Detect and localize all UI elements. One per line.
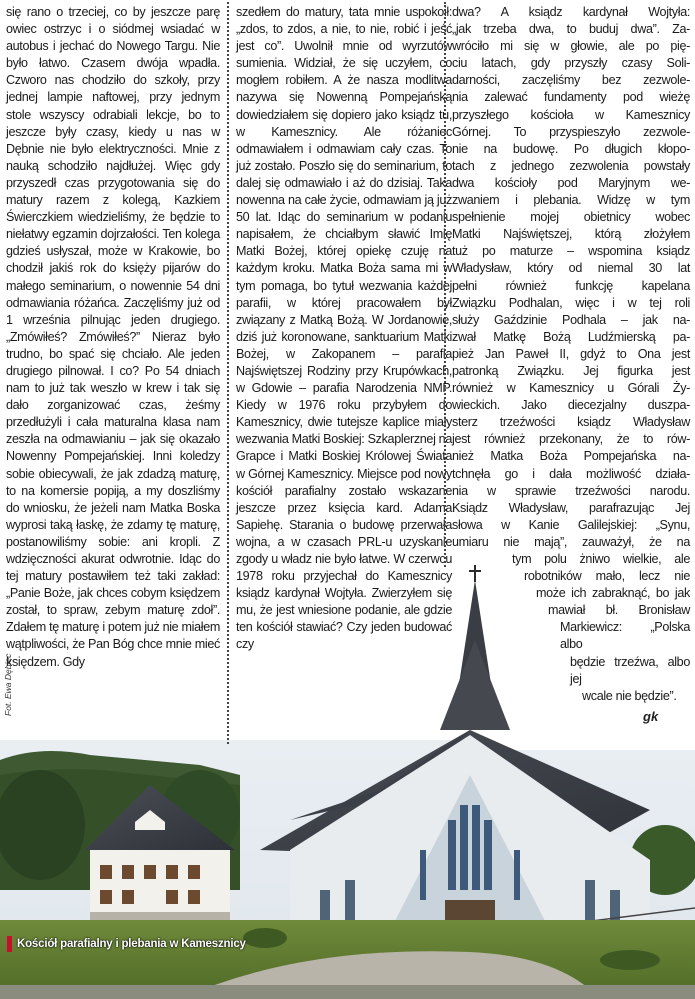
column-3-line: będzie trzeźwa, albo jej	[570, 654, 690, 686]
column-3-line: ciu latach, gdy przyszły czasy Soli-	[452, 56, 690, 71]
photo-caption	[7, 935, 246, 953]
column-3-line: dwa? A ksiądz kardynał Wojtyła:	[452, 5, 690, 19]
column-3-line: nia w sprawie trzeźwości narodu.	[452, 483, 690, 498]
article-column-2	[236, 4, 452, 654]
column-3-line: tchnęła go i dała możliwość działa-	[452, 466, 690, 481]
author-signature: gk	[643, 709, 659, 724]
column-3-line: Ksiądz Władysław, parafrazując Jej	[452, 500, 690, 515]
column-3-line: jest również przekonany, że to rów-	[452, 432, 690, 447]
column-3-line: sterz trzeźwości ksiądz Władysław	[452, 415, 690, 430]
column-3-line: „jak trzeba dwa, to buduj dwa”. Za-	[452, 22, 690, 37]
column-3-line: tach z jednego zezwolenia powstały	[452, 158, 690, 173]
column-3-line: również w Kamesznicy u Górali Ży-	[452, 381, 690, 396]
article-column-1	[6, 4, 220, 671]
column-3-line: przyszłego kościoła w Kamesznicy	[452, 107, 690, 122]
column-3-line: tuż po maturze – wspomina ksiądz	[452, 244, 690, 259]
column-3-line: Matki Najświętszej, którą złożyłem	[452, 227, 690, 242]
column-3-line: Związku Podhalan, więc i w tej roli	[452, 295, 690, 310]
column-3-line: wcale nie będzie”.	[582, 688, 677, 703]
column-3-line: wróciło mi się w głowie, ale po pię-	[452, 39, 690, 54]
column-2-text: szedłem do matury, tata mnie uspokoił: „zdos, to zdos, a nie, to nie, robić i jeść jest co”. Uwolnił mnie od wyrzutów sumienia. Widział, że się uczyłem, co mogłem robiłem. A że nasza modlitwa nazywa się Nowenną Pompejańską dowiedziałem się dopiero jako ksiądz tu, w Kamesznicy. Ale różaniec odmawiałem i odmawiam cały czas. To już zostało. Poszło się do seminarium, to dalej się odmawiało i aż do dzisiaj. Taka nowenna na całe życie, odmawiam ją już 50 lat. Idąc do seminarium w podaniu napisałem, że chciałbym sławić Imię Matki Bożej, której opiekę czuję na każdym kroku. Matka Boża sama mi w tym pomaga, bo tytuł wezwania każdej parafii, w której pracowałem był związany z Matką Bożą. W Jordanowie, dziś już koronowane, sanktuarium Matki Bożej, w Zakopanem – parafia Najświętszej Rodziny przy Krupówkach, w Gdowie – parafia Narodzenia NMP. Kiedy w 1976 roku przybyłem do Kamesznicy, dwie tutejsze kaplice miały wezwania Matki Boskiej: Szkaplerznej na Grapce i Matki Boskiej Królowej Świata w Górnej Kamesznicy. Miejsce pod nowy kościół parafialny zostało wskazane jeszcze przez księcia kard. Adama Sapiehę. Starania o budowę przerwała wojna, a w czasach PRL-u uzyskanie zgody u władz nie było łatwe. W czerwcu 1978 roku przyjechał do Kamesznicy ksiądz kardynał Wojtyła. Zwierzyłem się mu, że jest wniesione podanie, ale gdzie ten kościół stawiać? Czy jeden budować czy	[236, 5, 452, 652]
column-3-line: pełni również funkcję kapelana	[452, 278, 690, 293]
column-divider	[444, 2, 446, 567]
column-3-line: nia zalewać fundamenty pod wieżę	[452, 90, 690, 105]
column-1-text: się rano o trzeciej, co by jeszcze parę owiec ostrzyc i o siódmej wsiadać w autobus i jechać do Nowego Targu. Nie było łatwo. Czasem dwója wpadła. Czworo nas chodziło do szkoły, przy jednej lampie naftowej, przy jednym stole wszyscy odrabiali lekcje, bo to jeszcze były czasy, kiedy u nas w Dębnie nie było elektryczności. Mnie z nauką schodziło najdłużej. Więc gdy przyszedł czas przygotowania się do matury razem z kolegą, Kazkiem Świerczkiem wiedzieliśmy, że będzie to niełatwy egzamin dojrzałości. Ten kolega gdzieś usłyszał, może w Krakowie, bo chodził jakiś rok do księży pijarów do małego seminarium, o nowennie 54 dni odmawiania różańca. Zaczęliśmy już od 1 września pilnując jeden drugiego. „Zmówiłeś? Zmówiłeś?” Nieraz było trudno, bo spać się chciało. Ale jeden drugiego pilnował. I co? Po 54 dniach nam to już tak weszło w krew i tak się dało zorganizować czas, żeśmy przedłużyli i cała maturalna klasa nam zeszła na odmawianiu – jak się okazało Nowenny Pompejańskiej. Inni koledzy sobie obiecywali, że jak zdadzą maturę, to na komersie popiją, a my doszliśmy do wniosku, że jeżeli nam Matka Boska wyprosi taką łaskę, że zdamy tę maturę, postanowiliśmy sobie: ani kropli. Z wdzięczności akurat odwrotnie. Idąc do tej matury postawiłem też taki zakład: „Panie Boże, jak chces cobym księdzem został, to spraw, zebym maturę zdoł”. Zdałem tę maturę i potem już nie miałem wątpliwości, że Pan Bóg chce mnie mieć księdzem. Gdy	[6, 5, 220, 669]
column-3-line: mawiał bł. Bronisław	[548, 603, 690, 618]
column-3-line: służy Gaździnie Podhala – jak na-	[452, 312, 690, 327]
column-3-line: pież Jan Paweł II, gdyż to Ona jest	[452, 346, 690, 361]
caption-text: Kościół parafialny i plebania w Kamesznicy	[17, 938, 246, 950]
column-3-line: nież Matka Boża Pompejańska na-	[452, 449, 690, 464]
column-3-line: zwaniem i plebania. Widzę w tym	[452, 193, 690, 208]
photo-credit: Fot. Ewa Dębiec	[3, 653, 13, 716]
column-3-line: Władysław, który od niemal 30 lat	[452, 261, 690, 276]
column-divider	[227, 2, 229, 744]
article-column-3	[452, 4, 690, 705]
column-3-line: tym polu żniwo wielkie, ale	[512, 552, 690, 566]
column-3-line: może ich zabraknąć, bo jak	[536, 586, 690, 601]
column-3-line: wieckich. Jako diecezjalny duszpa-	[452, 398, 690, 413]
column-3-line: zwał Matkę Bożą Ludźmierską pa-	[452, 329, 690, 344]
column-3-line: słowa w Kanie Galilejskiej: „Synu,	[452, 517, 690, 532]
column-3-line: nie na budowę. Po długich kłopo-	[452, 141, 690, 156]
column-3-line: Górnej. To przyspieszyło zezwole-	[452, 124, 690, 139]
caption-accent-bar	[7, 936, 12, 952]
column-3-line: dwa kościoły pod Maryjnym we-	[452, 175, 690, 190]
column-3-line: Markiewicz: „Polska albo	[560, 620, 690, 652]
column-3-line: spełnienie mojej obietnicy wobec	[452, 210, 690, 225]
column-3-line: patronką Związku. Jej figurka jest	[452, 363, 690, 378]
column-3-line: robotników mało, lecz nie	[524, 569, 690, 584]
column-3-line: umiaru nie mają”, zauważył, że na	[452, 534, 690, 549]
column-3-line: darności, zaczęliśmy bez zezwole-	[452, 73, 690, 88]
